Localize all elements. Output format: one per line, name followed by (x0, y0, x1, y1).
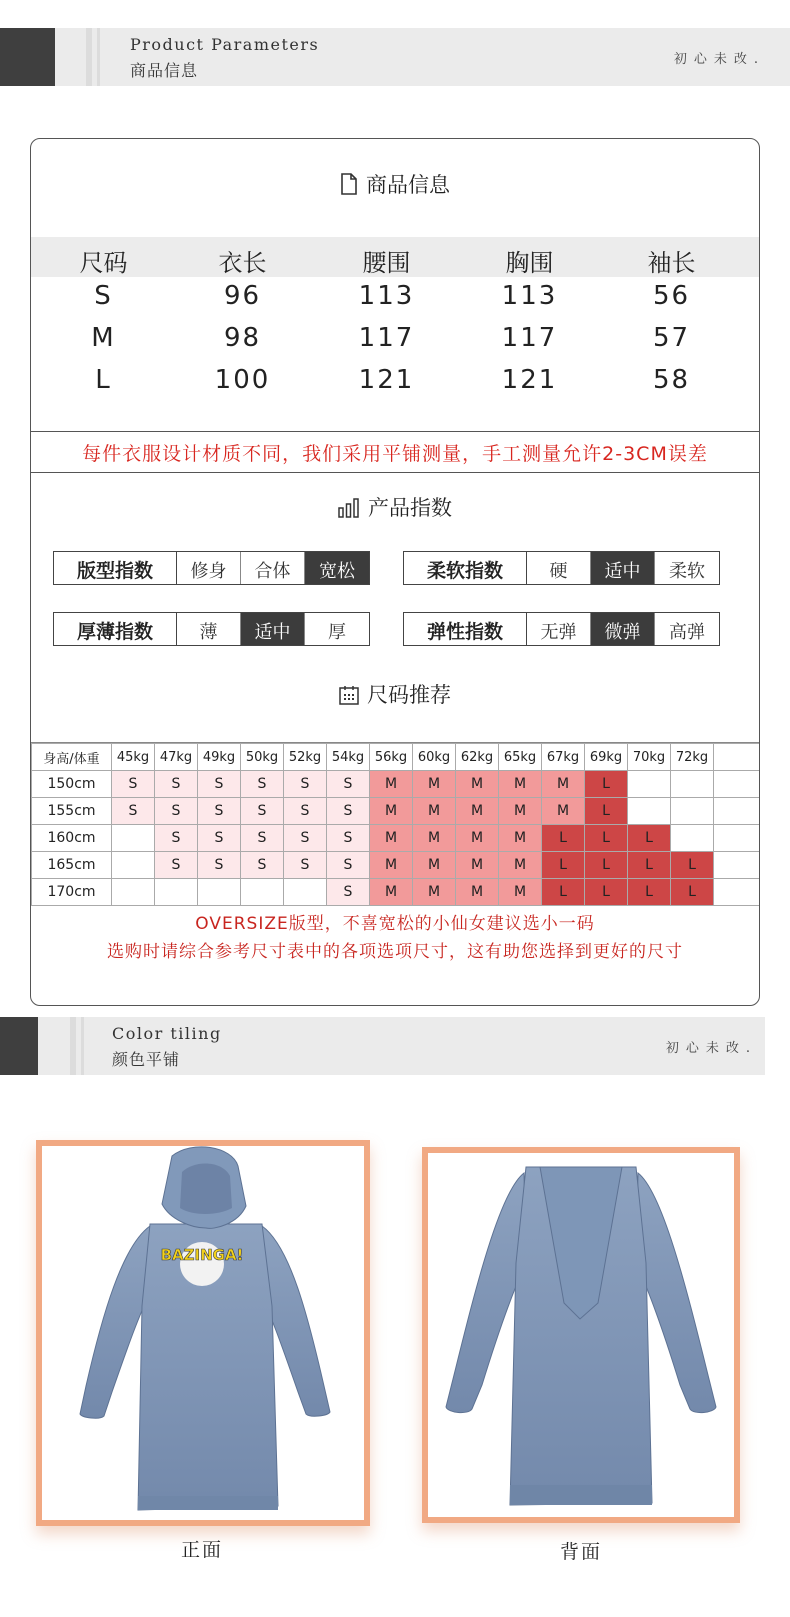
elasticity-index (403, 612, 720, 646)
section-title-cn: 商品信息 (130, 61, 199, 80)
grid-empty-cell (671, 825, 714, 852)
product-index-heading (31, 492, 759, 523)
grid-empty-cell (112, 879, 155, 906)
elasticity-option: 无弹 (527, 613, 591, 645)
grid-size-cell: L (542, 825, 585, 852)
grid-size-cell: S (241, 852, 284, 879)
grid-size-cell: M (542, 798, 585, 825)
grid-size-cell: M (456, 771, 499, 798)
document-icon (340, 173, 358, 200)
grid-size-cell: L (671, 879, 714, 906)
grid-row (32, 771, 761, 798)
elasticity-option: 高弹 (669, 622, 705, 643)
grid-height-label: 150cm (32, 771, 112, 798)
grid-empty-cell (671, 771, 714, 798)
grid-size-cell: M (413, 852, 456, 879)
grid-size-cell: S (241, 825, 284, 852)
grid-row (32, 852, 761, 879)
grid-empty-cell (112, 852, 155, 879)
grid-size-cell: M (370, 852, 413, 879)
size-cell: S (94, 281, 113, 311)
grid-size-cell: S (198, 852, 241, 879)
chest-cell: 113 (501, 281, 558, 311)
sleeve-cell: 56 (652, 281, 691, 311)
elasticity-option-selected: 微弹 (591, 613, 655, 645)
grid-row (32, 825, 761, 852)
size-recommend-grid (31, 742, 760, 906)
grid-weight-header: 62kg (456, 744, 499, 771)
grid-weight-header: 72kg (671, 744, 714, 771)
grid-row (32, 798, 761, 825)
grid-empty-cell (714, 825, 761, 852)
section-header-color-tiling (0, 1017, 765, 1075)
grid-weight-header: 56kg (370, 744, 413, 771)
grid-empty-cell (155, 879, 198, 906)
grid-size-cell: M (370, 825, 413, 852)
grid-size-cell: L (671, 852, 714, 879)
grid-size-cell: M (413, 879, 456, 906)
grid-size-cell: L (585, 825, 628, 852)
grid-weight-header: 50kg (241, 744, 284, 771)
thickness-index (53, 612, 370, 646)
product-info-heading (31, 169, 759, 200)
thickness-index-label: 厚薄指数 (54, 613, 177, 645)
grid-size-cell: S (284, 771, 327, 798)
fit-option: 合体 (241, 552, 305, 584)
grid-size-cell: L (542, 879, 585, 906)
softness-option-selected: 适中 (591, 552, 655, 584)
grid-empty-cell (112, 825, 155, 852)
size-table-header (31, 237, 759, 277)
chest-col-header: 胸围 (505, 249, 554, 277)
grid-size-cell: S (284, 825, 327, 852)
fit-option: 修身 (177, 552, 241, 584)
grid-size-cell: S (112, 771, 155, 798)
back-dress-image (428, 1153, 734, 1517)
grid-size-cell: L (585, 798, 628, 825)
size-row-l (31, 365, 759, 401)
product-info-heading-text: 商品信息 (366, 173, 450, 197)
grid-weight-header: 47kg (155, 744, 198, 771)
grid-size-cell: S (155, 825, 198, 852)
grid-size-cell: S (327, 771, 370, 798)
grid-size-cell: M (370, 879, 413, 906)
oversize-note: OVERSIZE版型，不喜宽松的小仙女建议选小一码 (195, 914, 595, 934)
measurement-note: 每件衣服设计材质不同，我们采用平铺测量，手工测量允许2-3CM误差 (31, 431, 759, 473)
sleeve-cell: 58 (652, 365, 691, 395)
size-recommend-heading (31, 679, 759, 710)
front-caption: 正面 (181, 1539, 224, 1561)
grid-empty-cell (284, 879, 327, 906)
size-col-header: 尺码 (79, 249, 128, 277)
grid-size-cell: S (327, 879, 370, 906)
grid-size-cell: S (284, 852, 327, 879)
grid-size-cell: L (585, 879, 628, 906)
fit-index (53, 551, 370, 585)
grid-size-cell: M (456, 825, 499, 852)
grid-header-row (32, 744, 761, 771)
thickness-option: 薄 (177, 613, 241, 645)
grid-weight-header: 54kg (327, 744, 370, 771)
grid-empty-cell (714, 744, 761, 771)
grid-size-cell: S (241, 798, 284, 825)
grid-size-cell: S (327, 825, 370, 852)
chest-cell: 117 (501, 323, 558, 353)
grid-size-cell: M (499, 771, 542, 798)
length-col-header: 衣长 (218, 249, 267, 277)
grid-empty-cell (714, 798, 761, 825)
header-stripe (81, 1017, 84, 1075)
fit-index-label: 版型指数 (54, 552, 177, 584)
back-caption: 背面 (560, 1541, 603, 1563)
grid-weight-header: 45kg (112, 744, 155, 771)
grid-weight-header: 67kg (542, 744, 585, 771)
waist-col-header: 腰围 (362, 249, 411, 277)
front-print-text: BAZINGA! (160, 1246, 244, 1264)
grid-corner-label: 身高/体重 (32, 744, 112, 771)
grid-empty-cell (628, 798, 671, 825)
length-cell: 98 (223, 323, 262, 353)
back-photo-frame (422, 1147, 740, 1523)
grid-size-cell: S (327, 852, 370, 879)
header-stripe (97, 28, 100, 86)
front-photo-frame (36, 1140, 370, 1526)
calendar-grid-icon (339, 685, 359, 710)
sleeve-col-header: 袖长 (647, 249, 696, 277)
softness-option: 硬 (527, 552, 591, 584)
grid-height-label: 155cm (32, 798, 112, 825)
header-dark-block (0, 1017, 38, 1075)
slogan: 初心未改. (665, 1041, 757, 1056)
chest-cell: 121 (501, 365, 558, 395)
size-cell: M (91, 323, 116, 353)
grid-size-cell: M (456, 798, 499, 825)
grid-size-cell: M (370, 798, 413, 825)
section-title-en: Product Parameters (130, 35, 320, 54)
grid-empty-cell (241, 879, 284, 906)
grid-size-cell: L (585, 771, 628, 798)
size-recommend-table (31, 743, 760, 906)
waist-cell: 117 (358, 323, 415, 353)
grid-empty-cell (714, 879, 761, 906)
grid-size-cell: S (241, 771, 284, 798)
grid-empty-cell (714, 852, 761, 879)
slogan: 初心未改. (673, 52, 765, 67)
grid-weight-header: 49kg (198, 744, 241, 771)
grid-size-cell: S (155, 798, 198, 825)
grid-size-cell: M (499, 798, 542, 825)
header-stripe (86, 28, 92, 86)
section-title-cn: 颜色平铺 (112, 1050, 181, 1069)
softness-index-label: 柔软指数 (404, 552, 527, 584)
sleeve-cell: 57 (652, 323, 691, 353)
size-row-s (31, 281, 759, 317)
section-header-product-parameters (0, 28, 790, 86)
size-row-m (31, 323, 759, 359)
waist-cell: 113 (358, 281, 415, 311)
grid-empty-cell (714, 771, 761, 798)
grid-size-cell: S (198, 825, 241, 852)
grid-size-cell: M (499, 879, 542, 906)
grid-size-cell: S (155, 852, 198, 879)
softness-index (403, 551, 720, 585)
grid-weight-header: 70kg (628, 744, 671, 771)
size-recommend-heading-text: 尺码推荐 (367, 683, 451, 707)
grid-empty-cell (628, 771, 671, 798)
grid-size-cell: S (155, 771, 198, 798)
grid-size-cell: M (413, 798, 456, 825)
grid-size-cell: L (542, 852, 585, 879)
grid-row (32, 879, 761, 906)
grid-size-cell: M (370, 771, 413, 798)
grid-size-cell: M (413, 825, 456, 852)
elasticity-index-label: 弹性指数 (404, 613, 527, 645)
grid-weight-header: 52kg (284, 744, 327, 771)
grid-empty-cell (671, 798, 714, 825)
grid-size-cell: L (628, 852, 671, 879)
grid-size-cell: L (585, 852, 628, 879)
grid-height-label: 160cm (32, 825, 112, 852)
thickness-option-selected: 适中 (241, 613, 305, 645)
grid-size-cell: L (628, 825, 671, 852)
grid-weight-header: 69kg (585, 744, 628, 771)
softness-option: 柔软 (669, 561, 705, 582)
thickness-option: 厚 (328, 622, 346, 643)
grid-height-label: 165cm (32, 852, 112, 879)
front-dress-image (42, 1146, 364, 1520)
grid-size-cell: M (542, 771, 585, 798)
section-title-en: Color tiling (112, 1024, 222, 1043)
grid-size-cell: M (413, 771, 456, 798)
product-info-card (30, 138, 760, 1006)
grid-weight-header: 60kg (413, 744, 456, 771)
grid-empty-cell (198, 879, 241, 906)
purchase-note: 选购时请综合参考尺寸表中的各项选项尺寸，这有助您选择到更好的尺寸 (107, 942, 683, 962)
grid-size-cell: M (456, 879, 499, 906)
grid-size-cell: M (499, 825, 542, 852)
length-cell: 100 (214, 365, 271, 395)
grid-size-cell: S (198, 798, 241, 825)
length-cell: 96 (223, 281, 262, 311)
grid-size-cell: S (284, 798, 327, 825)
grid-size-cell: L (628, 879, 671, 906)
grid-size-cell: S (112, 798, 155, 825)
bar-chart-icon (338, 498, 360, 523)
grid-size-cell: S (198, 771, 241, 798)
grid-weight-header: 65kg (499, 744, 542, 771)
header-dark-block (0, 28, 55, 86)
waist-cell: 121 (358, 365, 415, 395)
grid-size-cell: M (456, 852, 499, 879)
size-cell: L (95, 365, 112, 395)
grid-size-cell: S (327, 798, 370, 825)
header-stripe (70, 1017, 76, 1075)
product-index-heading-text: 产品指数 (368, 496, 452, 520)
fit-option-selected: 宽松 (305, 552, 369, 584)
grid-height-label: 170cm (32, 879, 112, 906)
grid-size-cell: M (499, 852, 542, 879)
